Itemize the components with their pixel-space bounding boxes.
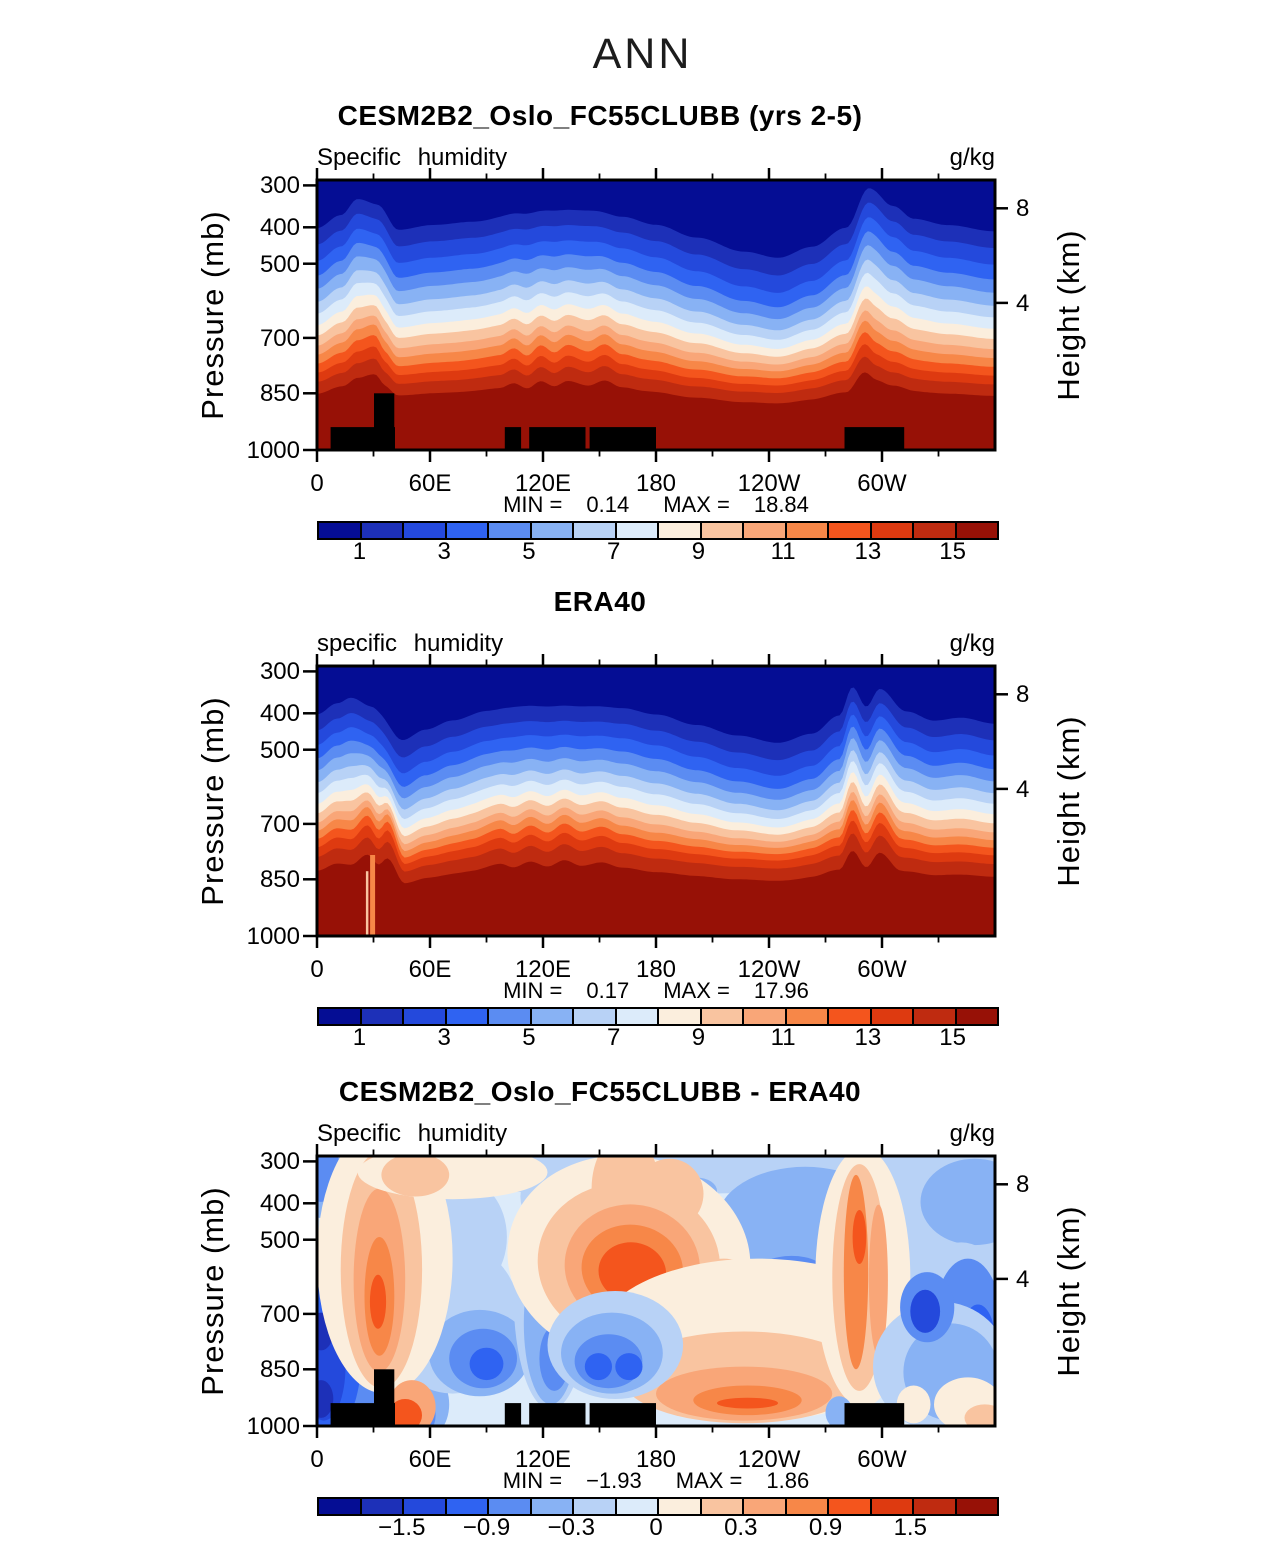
x-tick-label: 60E	[408, 470, 452, 497]
height-axis-title: Height (km)	[1051, 715, 1086, 887]
colorbar-tick-label: 1.5	[893, 1514, 927, 1541]
height-tick-label: 8	[1016, 681, 1030, 709]
colorbar-cell	[362, 1499, 405, 1514]
min-label: MIN =	[503, 978, 563, 1003]
colorbar-cell	[574, 1009, 617, 1024]
height-axis-title: Height (km)	[1051, 1205, 1086, 1377]
panel-era40	[0, 586, 1285, 1056]
colorbar-cell	[447, 1499, 490, 1514]
pressure-tick-label: 500	[259, 736, 300, 764]
max-label: MAX =	[663, 978, 730, 1003]
x-tick-label: 120E	[514, 1446, 572, 1473]
pressure-tick-label: 400	[259, 214, 300, 242]
colorbar-tick-label: 15	[939, 1024, 966, 1051]
colorbar-cell	[744, 1499, 787, 1514]
colorbar-cell	[489, 1499, 532, 1514]
pressure-tick-label: 1000	[246, 923, 300, 950]
colorbar-cell	[404, 1499, 447, 1514]
colorbar-cell	[957, 523, 998, 538]
colorbar-cell	[914, 523, 957, 538]
min-value: −1.93	[586, 1468, 642, 1493]
contour-plot-era40	[317, 666, 995, 936]
min-label: MIN =	[503, 492, 563, 517]
colorbar-tick-label: 0	[649, 1514, 663, 1541]
colorbar-cell	[872, 1009, 915, 1024]
panel-model	[0, 100, 1285, 570]
x-tick-label: 120E	[514, 956, 572, 983]
colorbar-tick-label: 5	[522, 538, 536, 565]
x-tick-label: 0	[310, 1446, 324, 1473]
colorbar-tick-label: 5	[522, 1024, 536, 1051]
pressure-tick-label: 850	[259, 380, 300, 408]
colorbar-tick-label: 3	[437, 538, 451, 565]
field-label: Specific humidity	[317, 144, 508, 171]
colorbar-tick-label: 9	[691, 538, 706, 565]
colorbar-cell	[702, 1009, 745, 1024]
colorbar	[317, 1007, 999, 1026]
height-tick-label: 4	[1016, 1265, 1030, 1293]
height-tick-label: 8	[1016, 1171, 1030, 1199]
panel-difference	[0, 1076, 1285, 1546]
colorbar-tick-label: 0.3	[724, 1514, 758, 1541]
field-label: Specific humidity	[317, 1120, 508, 1147]
height-tick-label: 8	[1016, 195, 1030, 223]
pressure-tick-label: 400	[259, 700, 300, 728]
pressure-tick-label: 700	[259, 1300, 300, 1328]
colorbar-cell	[617, 523, 660, 538]
colorbar-cell	[447, 1009, 490, 1024]
colorbar-cell	[744, 1009, 787, 1024]
x-tick-label: 0	[310, 470, 324, 497]
max-value: 18.84	[753, 492, 809, 517]
height-tick-label: 4	[1016, 289, 1030, 317]
pressure-tick-label: 300	[259, 658, 300, 686]
height-axis-title: Height (km)	[1051, 229, 1086, 401]
colorbar-cell	[787, 523, 830, 538]
colorbar-tick-label: −0.3	[547, 1514, 595, 1541]
colorbar-cell	[532, 1499, 575, 1514]
pressure-tick-label: 400	[259, 1190, 300, 1218]
x-tick-label: 180	[635, 470, 677, 497]
colorbar-cell	[872, 523, 915, 538]
colorbar-tick-label: 15	[939, 538, 966, 565]
panel-title: CESM2B2_Oslo_FC55CLUBB (yrs 2-5)	[337, 100, 863, 131]
min-value: 0.14	[586, 492, 630, 517]
colorbar-cell	[362, 1009, 405, 1024]
colorbar-cell	[957, 1009, 998, 1024]
colorbar-cell	[914, 1009, 957, 1024]
colorbar-tick-label: 11	[770, 538, 796, 565]
max-value: 1.86	[766, 1468, 810, 1493]
figure-suptitle: ANN	[592, 30, 693, 78]
pressure-tick-label: 300	[259, 172, 300, 200]
colorbar-tick-label: 7	[606, 538, 621, 565]
colorbar-tick-label: 1	[352, 1024, 367, 1051]
colorbar-cell	[914, 1499, 957, 1514]
pressure-tick-label: 700	[259, 324, 300, 352]
pressure-tick-label: 1000	[246, 1413, 300, 1440]
pressure-tick-label: 850	[259, 866, 300, 894]
field-row	[317, 1120, 995, 1148]
colorbar-cell	[829, 523, 872, 538]
colorbar-tick-label: 1	[352, 538, 367, 565]
x-tick-label: 180	[635, 1446, 677, 1473]
x-tick-label: 60E	[408, 1446, 452, 1473]
colorbar-cell	[319, 1499, 362, 1514]
colorbar-cell	[744, 523, 787, 538]
units-label: g/kg	[949, 144, 995, 171]
colorbar-cell	[489, 523, 532, 538]
colorbar-tick-label: 7	[606, 1024, 621, 1051]
pressure-tick-label: 300	[259, 1148, 300, 1176]
colorbar	[317, 521, 999, 540]
colorbar-cell	[787, 1009, 830, 1024]
x-tick-label: 120W	[737, 1446, 801, 1473]
colorbar-tick-label: −1.5	[378, 1514, 426, 1541]
max-label: MAX =	[675, 1468, 743, 1493]
colorbar-cell	[404, 523, 447, 538]
pressure-axis-title: Pressure (mb)	[195, 1186, 230, 1396]
max-value: 17.96	[753, 978, 809, 1003]
colorbar-cell	[362, 523, 405, 538]
colorbar-cell	[319, 523, 362, 538]
colorbar-tick-label: 11	[770, 1024, 796, 1051]
colorbar-tick-label: −0.9	[462, 1514, 511, 1541]
pressure-tick-label: 850	[259, 1356, 300, 1384]
x-tick-label: 60W	[857, 1446, 907, 1473]
x-tick-label: 60E	[408, 956, 452, 983]
colorbar-cell	[702, 523, 745, 538]
panel-title: CESM2B2_Oslo_FC55CLUBB - ERA40	[338, 1076, 862, 1107]
contour-plot-model	[317, 180, 995, 450]
x-tick-label: 120W	[737, 470, 801, 497]
colorbar-tick-label: 0.9	[808, 1514, 843, 1541]
colorbar-tick-label: 9	[691, 1024, 706, 1051]
colorbar-tick-label: 13	[854, 1024, 882, 1051]
x-tick-label: 120E	[514, 470, 572, 497]
pressure-tick-label: 1000	[246, 437, 300, 464]
colorbar-cell	[659, 1499, 702, 1514]
colorbar-cell	[659, 1009, 702, 1024]
pressure-axis-title: Pressure (mb)	[195, 210, 230, 420]
colorbar-cell	[957, 1499, 998, 1514]
colorbar-cell	[702, 1499, 745, 1514]
colorbar-cell	[532, 1009, 575, 1024]
min-label: MIN =	[502, 1468, 563, 1493]
units-label: g/kg	[949, 630, 995, 657]
pressure-tick-label: 500	[259, 1226, 300, 1254]
x-tick-label: 120W	[737, 956, 801, 983]
colorbar-cell	[872, 1499, 915, 1514]
min-value: 0.17	[586, 978, 630, 1003]
pressure-tick-label: 500	[259, 250, 300, 278]
field-row	[317, 630, 995, 658]
colorbar-cell	[787, 1499, 830, 1514]
pressure-axis-title: Pressure (mb)	[195, 696, 230, 906]
x-tick-label: 0	[310, 956, 324, 983]
x-tick-label: 60W	[857, 956, 907, 983]
colorbar-cell	[532, 523, 575, 538]
field-label: specific humidity	[317, 630, 504, 657]
colorbar-tick-label: 13	[854, 538, 882, 565]
colorbar-cell	[574, 523, 617, 538]
colorbar-cell	[404, 1009, 447, 1024]
max-label: MAX =	[663, 492, 730, 517]
colorbar-tick-label: 3	[437, 1024, 451, 1051]
contour-plot-difference	[317, 1156, 995, 1426]
colorbar-cell	[829, 1499, 872, 1514]
colorbar-cell	[617, 1499, 660, 1514]
panel-title: ERA40	[553, 586, 647, 617]
field-row	[317, 144, 995, 172]
pressure-tick-label: 700	[259, 810, 300, 838]
x-tick-label: 60W	[857, 470, 907, 497]
colorbar-cell	[574, 1499, 617, 1514]
x-tick-label: 180	[635, 956, 677, 983]
colorbar-cell	[447, 523, 490, 538]
colorbar-cell	[617, 1009, 660, 1024]
colorbar-cell	[659, 523, 702, 538]
colorbar-cell	[829, 1009, 872, 1024]
colorbar-cell	[489, 1009, 532, 1024]
colorbar-cell	[319, 1009, 362, 1024]
height-tick-label: 4	[1016, 775, 1030, 803]
units-label: g/kg	[949, 1120, 995, 1147]
